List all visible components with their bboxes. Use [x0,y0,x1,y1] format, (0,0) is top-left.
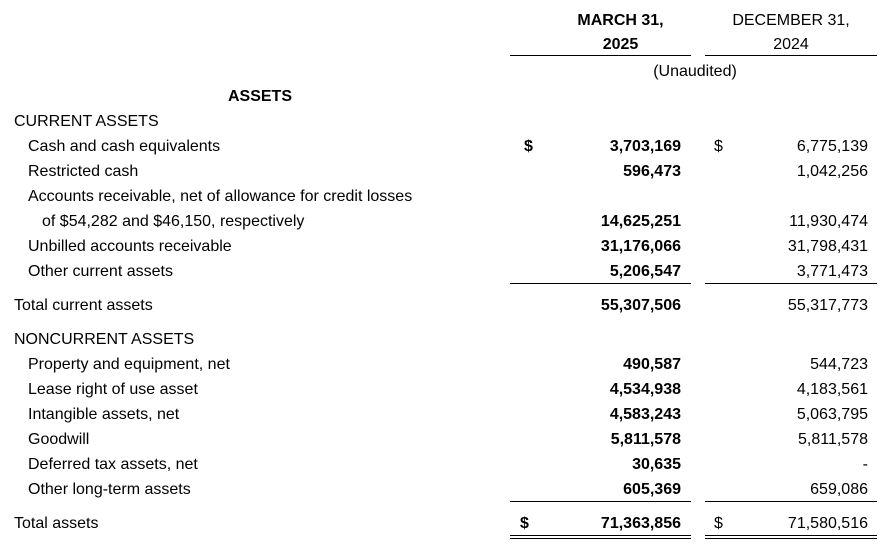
current-value: 596,473 [623,163,681,180]
row-label: Restricted cash [28,163,139,180]
noncurrent-assets-heading: NONCURRENT ASSETS [14,331,195,348]
row-label: Other current assets [28,263,173,280]
current-value: 490,587 [623,356,681,373]
row-label: Deferred tax assets, net [28,456,198,473]
prior-value: 1,042,256 [796,163,868,180]
row-label: Cash and cash equivalents [28,138,221,155]
assets-section-title: ASSETS [227,88,292,105]
row-label: Accounts receivable, net of allowance for credit losses [28,188,413,205]
total-double-rule-prior [705,535,877,539]
current-assets-heading: CURRENT ASSETS [14,113,159,130]
prior-value: 3,771,473 [796,263,868,280]
dollar-sign: $ [714,515,723,532]
total-current-assets-current: 55,307,506 [600,297,681,314]
dollar-sign: $ [714,138,723,155]
total-assets-prior: 71,580,516 [787,515,868,532]
col1-header-rule [510,55,691,56]
prior-value: 5,063,795 [796,406,868,423]
col1-header-line2: 2025 [602,36,639,53]
current-value: 31,176,066 [600,238,681,255]
subtotal-rule-current [510,501,691,502]
prior-value: 659,086 [810,481,868,498]
current-value: 4,534,938 [609,381,681,398]
col2-header-rule [705,55,877,56]
prior-value: 6,775,139 [796,138,868,155]
prior-value: 5,811,578 [798,431,868,448]
prior-value: 11,930,474 [789,213,868,230]
row-label: Other long-term assets [28,481,191,498]
row-label: of $54,282 and $46,150, respectively [42,213,305,230]
current-value: 605,369 [623,481,681,498]
total-current-assets-prior: 55,317,773 [787,297,868,314]
prior-value: 31,798,431 [787,238,868,255]
prior-value: 4,183,561 [796,381,868,398]
dollar-sign: $ [524,138,533,155]
row-label: Property and equipment, net [28,356,230,373]
current-value: 5,206,547 [609,263,681,280]
total-assets-current: 71,363,856 [600,515,681,532]
current-value: 3,703,169 [609,138,681,155]
col2-header-line2: 2024 [773,36,809,53]
current-value: 14,625,251 [600,213,681,230]
total-assets-label: Total assets [14,515,99,532]
unaudited-label: (Unaudited) [653,63,737,80]
row-label: Intangible assets, net [28,406,180,423]
subtotal-rule-current [510,283,691,284]
row-label: Lease right of use asset [28,381,198,398]
row-label: Goodwill [28,431,90,448]
subtotal-rule-prior [705,283,877,284]
current-value: 5,811,578 [610,431,681,448]
row-label: Unbilled accounts receivable [28,238,232,255]
current-value: 30,635 [632,456,681,473]
total-double-rule-current [510,535,691,539]
col1-header-line1: MARCH 31, [577,12,664,29]
prior-value: - [862,456,868,473]
current-value: 4,583,243 [609,406,681,423]
col2-header-line1: DECEMBER 31, [732,12,850,29]
total-current-assets-label: Total current assets [14,297,153,314]
dollar-sign: $ [520,515,529,532]
subtotal-rule-prior [705,501,877,502]
prior-value: 544,723 [810,356,868,373]
